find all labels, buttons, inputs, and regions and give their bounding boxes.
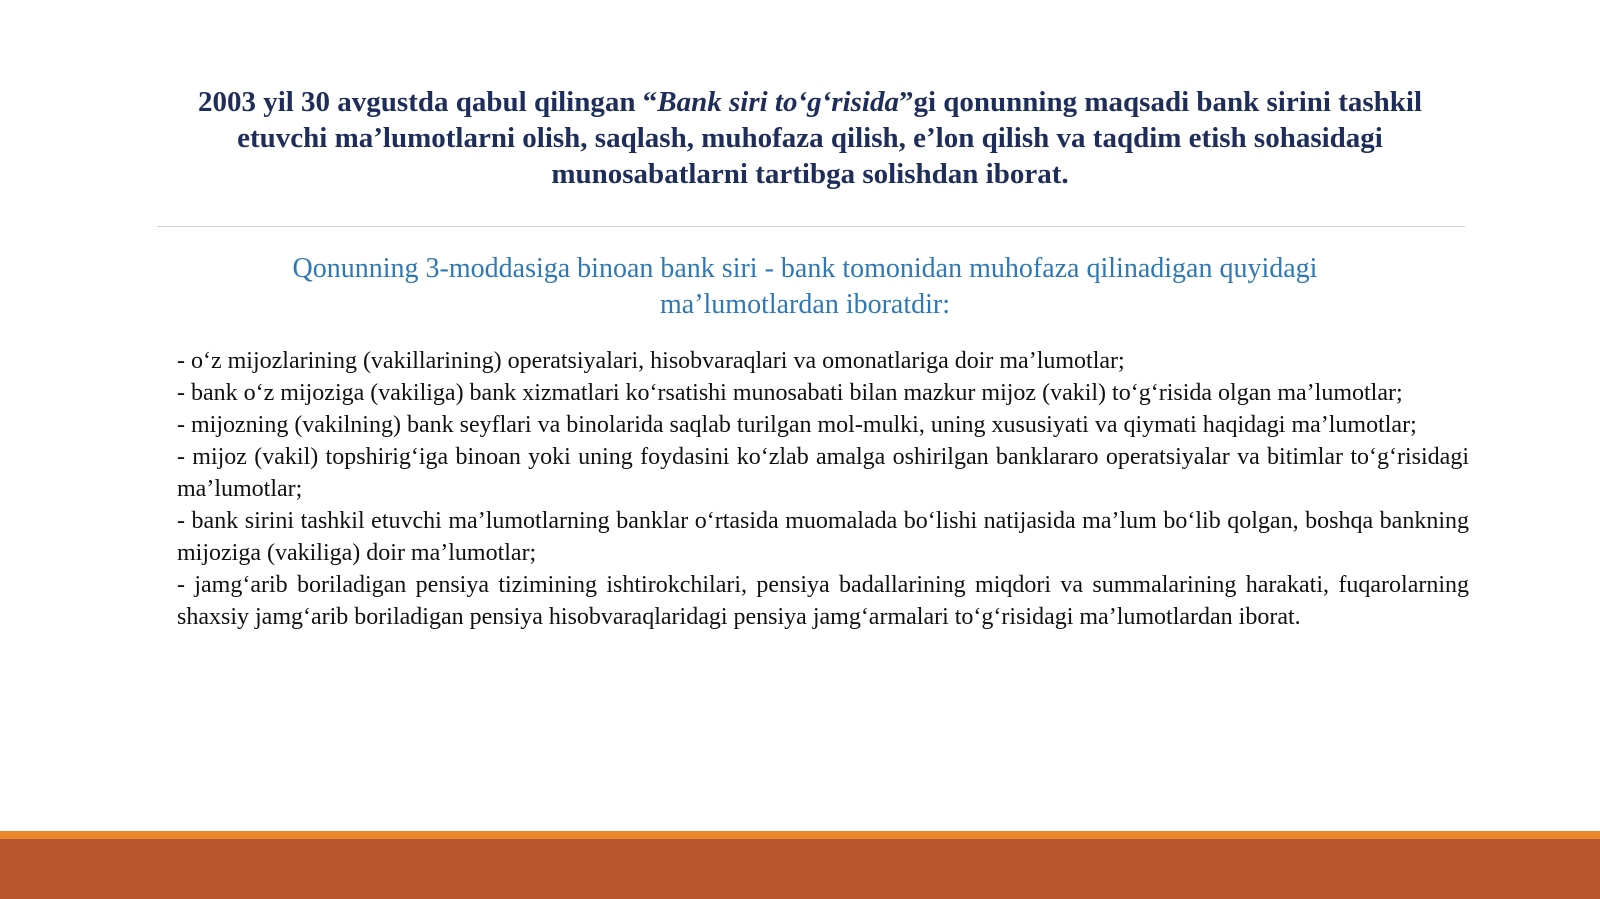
slide-subtitle: Qonunning 3-moddasiga binoan bank siri - bank tomonidan muhofaza qilinadigan quyidagi ma’lumotlardan iboratdir: [292, 253, 1318, 320]
content-list [177, 345, 1469, 633]
slide-title [160, 84, 1460, 192]
list-item: - bank o‘z mijoziga (vakiliga) bank xizmatlari ko‘rsatishi munosabati bilan mazkur mijoz (vakil) to‘g‘risida olgan ma’lumotlar; [177, 380, 1403, 406]
list-item: - mijoz (vakil) topshirig‘iga binoan yoki uning foydasini ko‘zlab amalga oshirilgan banklararo operatsiyalar va bitimlar to‘g‘risidagi ma’lumotlar; [177, 444, 1469, 502]
title-text-part1: 2003 yil 30 avgustda qabul qilingan “ [197, 86, 658, 118]
list-item: - mijozning (vakilning) bank seyflari va binolarida saqlab turilgan mol-mulki, uning xususiyati va qiymati haqidagi ma’lumotlar; [177, 412, 1417, 438]
footer-bar [0, 839, 1600, 899]
footer-accent-line [0, 831, 1600, 839]
list-item: - jamg‘arib boriladigan pensiya tizimining ishtirokchilari, pensiya badallarining miqdori va summalarining harakati, fuqarolarning shaxsiy jamg‘arib boriladigan pensiya hisobvaraqlaridagi pensiya jamg‘armalari to‘g‘risidagi ma’lumotlardan iborat. [177, 572, 1469, 630]
law-name: Bank siri to‘g‘risida [657, 86, 899, 118]
list-item: - o‘z mijozlarining (vakillarining) operatsiyalari, hisobvaraqlari va omonatlariga doir ma’lumotlar; [177, 348, 1125, 374]
title-divider [157, 226, 1465, 227]
list-item: - bank sirini tashkil etuvchi ma’lumotlarning banklar o‘rtasida muomalada bo‘lishi natijasida ma’lum bo‘lib qolgan, boshqa bankning mijoziga (vakiliga) doir ma’lumotlar; [177, 508, 1469, 566]
title-text-part2: ”gi qonunning maqsadi bank sirini tashkil etuvchi ma’lumotlarni olish, saqlash, muhofaza qilish, e’lon qilish va taqdim etish sohasidagi munosabatlarni tartibga solishdan iborat. [237, 86, 1423, 190]
